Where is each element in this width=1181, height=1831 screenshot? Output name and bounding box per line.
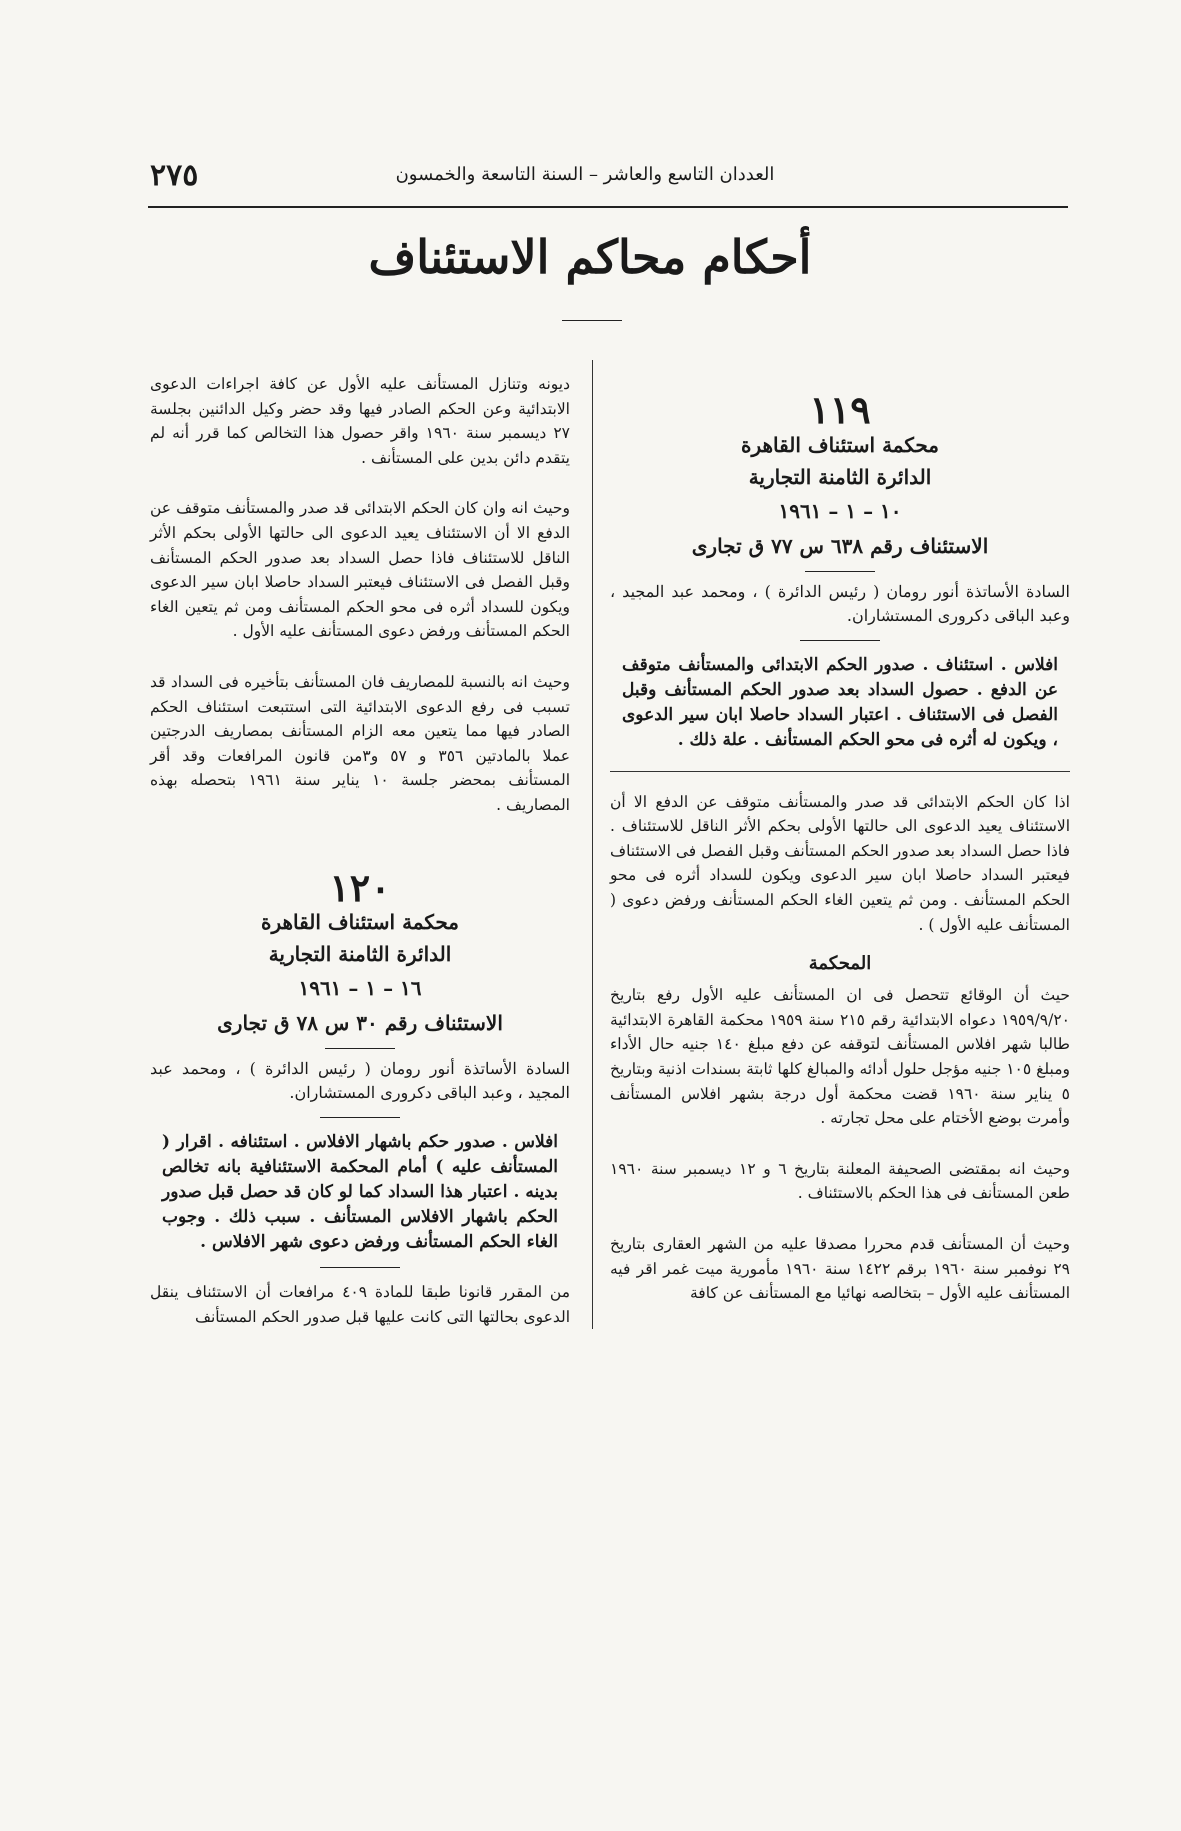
divider bbox=[320, 1117, 400, 1118]
headnote: افلاس . صدور حكم باشهار الافلاس . استئنافه . اقرار ( المستأنف عليه ) أمام المحكمة الاستئنافية بانه تخالص بدينه . اعتبار هذا السداد كما لو كان قد حصل قبل صدور الحكم باشهار الافلاس المستأنف . سبب ذلك . وجوب الغاء الحكم المستأنف ورفض دعوى شهر الافلاس . bbox=[162, 1132, 558, 1253]
divider bbox=[325, 1048, 395, 1049]
judges: السادة الأساتذة أنور رومان ( رئيس الدائرة ) ، ومحمد عبد المجيد ، وعبد الباقى دكرورى المستشاران. bbox=[150, 1059, 570, 1103]
section-title: أحكام محاكم الاستئناف bbox=[368, 230, 812, 284]
case-date: ١٠ – ١ – ١٩٦١ bbox=[778, 498, 902, 523]
judges: السادة الأساتذة أنور رومان ( رئيس الدائرة ) ، ومحمد عبد المجيد ، وعبد الباقى دكرورى المستشاران. bbox=[610, 581, 1070, 625]
title-rule bbox=[562, 320, 622, 321]
appeal-number: الاستئناف رقم ٣٠ س ٧٨ ق تجارى bbox=[217, 1011, 503, 1036]
running-head: العددان التاسع والعاشر – السنة التاسعة والخمسون bbox=[395, 164, 775, 185]
page-number: ٢٧٥ bbox=[150, 158, 199, 193]
circuit-name: الدائرة الثامنة التجارية bbox=[268, 942, 452, 967]
divider bbox=[610, 771, 1070, 772]
court-heading: المحكمة bbox=[808, 953, 872, 975]
court-name: محكمة استئناف القاهرة bbox=[740, 432, 940, 457]
left-column bbox=[150, 372, 570, 1329]
divider bbox=[800, 640, 880, 641]
appeal-number: الاستئناف رقم ٦٣٨ س ٧٧ ق تجارى bbox=[691, 533, 989, 558]
divider bbox=[320, 1267, 400, 1268]
case-number: ١١٩ bbox=[809, 387, 871, 432]
case-number: ١٢٠ bbox=[329, 864, 391, 910]
case-date: ١٦ – ١ – ١٩٦١ bbox=[298, 976, 422, 1001]
column-divider bbox=[592, 360, 593, 1329]
body-paragraph: وحيث أن المستأنف قدم محررا مصدقا عليه من الشهر العقارى بتاريخ ٢٩ نوفمبر سنة ١٩٦٠ برقم ١٤٢٢ سنة ١٩٦٠ مأمورية ميت غمر اقر فيه المستأنف عليه الأول – بتخالصه نهائيا مع المستأنف عن كافة bbox=[610, 1234, 1070, 1303]
right-column bbox=[610, 387, 1070, 1306]
headnote: افلاس . استئناف . صدور الحكم الابتدائى والمستأنف متوقف عن الدفع . حصول السداد بعد صدور الحكم المستأنف وقبل الفصل فى الاستئناف . اعتبار السداد حاصلا ابان سير الدعوى ، ويكون له أثره فى محو الحكم المستأنف . علة ذلك . bbox=[622, 654, 1058, 750]
principle: من المقرر قانونا طبقا للمادة ٤٠٩ مرافعات أن الاستئناف ينقل الدعوى بحالتها التى كانت عليها قبل صدور الحكم المستأنف bbox=[150, 1283, 570, 1326]
header-rule bbox=[148, 206, 1068, 208]
body-paragraph: وحيث انه بالنسبة للمصاريف فان المستأنف بتأخيره فى السداد قد تسبب فى رفع الدعوى الابتدائية التى استتبعت استئناف الحكم الصادر فيها مما يتعين معه الزام المستأنف بمصاريف الدرجتين عملا بالمادتين ٣٥٦ و ٥٧ و٣من قانون المرافعات وقد أقر المستأنف بمحضر جلسة ١٠ يناير سنة ١٩٦١ بتحصله بهذه المصاريف . bbox=[150, 672, 571, 814]
principle: اذا كان الحكم الابتدائى قد صدر والمستأنف متوقف عن الدفع الا أن الاستئناف يعيد الدعوى الى حالتها الأولى بحكم الأثر الناقل للاستئناف . فاذا حصل السداد بعد صدور الحكم المستأنف وقبل الفصل فى الاستئناف فيعتبر السداد حاصلا ابان سير الدعوى ويكون للسداد أثره فى محو الحكم المستأنف . ومن ثم يتعين الغاء الحكم المستأنف ورفض دعوى ( المستأنف عليه الأول ) . bbox=[610, 792, 1070, 934]
body-paragraph: وحيث انه بمقتضى الصحيفة المعلنة بتاريخ ٦ و ١٢ ديسمبر سنة ١٩٦٠ طعن المستأنف فى هذا الحكم بالاستئناف . bbox=[610, 1159, 1070, 1203]
body-paragraph: ديونه وتنازل المستأنف عليه الأول عن كافة اجراءات الدعوى الابتدائية وعن الحكم الصادر فيها وقد حضر وكيل الدائنين بجلسة ٢٧ ديسمبر سنة ١٩٦٠ واقر حصول هذا التخالص كما قرر أنه لم يتقدم دائن بدين على المستأنف . bbox=[150, 375, 570, 467]
court-name: محكمة استئناف القاهرة bbox=[260, 910, 460, 935]
body-paragraph: حيث أن الوقائع تتحصل فى ان المستأنف عليه الأول رفع بتاريخ ١٩٥٩/٩/٢٠ دعواه الابتدائية رقم ٢١٥ سنة ١٩٥٩ محكمة القاهرة الابتدائية طالبا شهر افلاس المستأنف لتوقفه عن دفع مبلغ ١٤٠ جنيه حال الأداء ومبلغ ١٠٥ جنيه مؤجل حلول أدائه والمبالغ كلها ثابتة بسندات اذنية وبتاريخ ٥ يناير سنة ١٩٦٠ قضت محكمة أول درجة بشهر افلاس المستأنف وأمرت بوضع الأختام على محل تجارته . bbox=[610, 986, 1070, 1128]
divider bbox=[805, 571, 875, 572]
circuit-name: الدائرة الثامنة التجارية bbox=[748, 464, 932, 489]
body-paragraph: وحيث انه وان كان الحكم الابتدائى قد صدر والمستأنف متوقف عن الدفع الا أن الاستئناف يعيد الدعوى الى حالتها الأولى بحكم الأثر الناقل للاستئناف فاذا حصل السداد بعد صدور الحكم المستأنف وقبل الفصل فى الاستئناف فيعتبر السداد حاصلا ابان سير الدعوى ويكون للسداد أثره فى محو الحكم المستأنف ومن ثم يتعين الغاء الحكم المستأنف ورفض دعوى المستأنف عليه الأول . bbox=[150, 499, 570, 641]
